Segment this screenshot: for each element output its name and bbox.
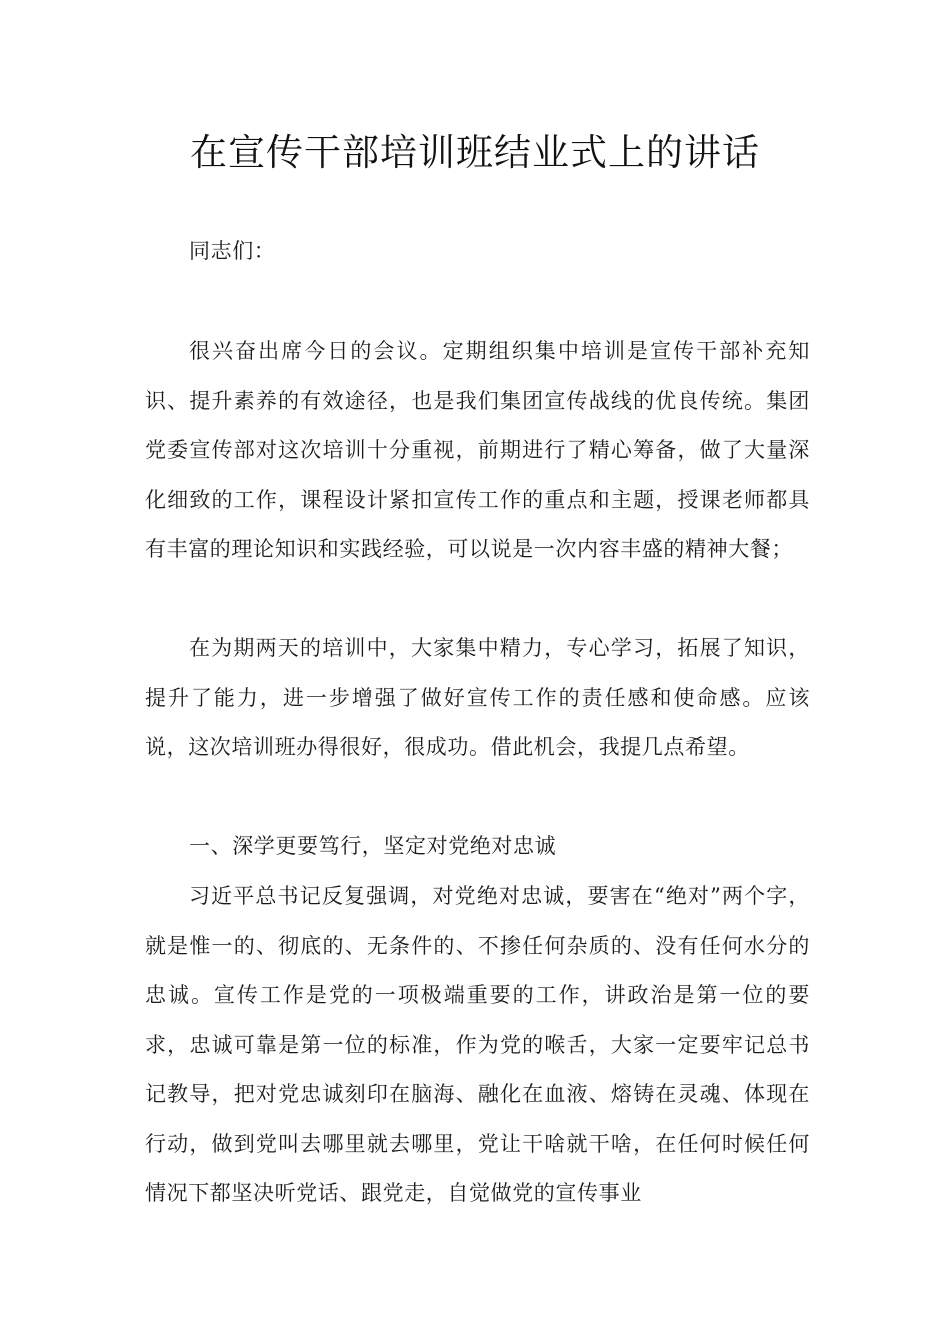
paragraph-1: 很兴奋出席今日的会议。定期组织集中培训是宣传干部补充知识、提升素养的有效途径，也是我们集团宣传战线的优良传统。集团党委宣传部对这次培训十分重视，前期进行了精心筹备，做了大量深化细致的工作，课程设计紧扣宣传工作的重点和主题，授课老师都具有丰富的理论知识和实践经验，可以说是一次内容丰盛的精神大餐； — [145, 339, 810, 561]
section-paragraph: 习近平总书记反复强调，对党绝对忠诚，要害在“绝对”两个字，就是惟一的、彻底的、无条件的、不掺任何杂质的、没有任何水分的忠诚。宣传工作是党的一项极端重要的工作，讲政治是第一位的要求，忠诚可靠是第一位的标准，作为党的喉舌，大家一定要牢记总书记教导，把对党忠诚刻印在脑海、融化在血液、熔铸在灵魂、体现在行动，做到党叫去哪里就去哪里，党让干啥就干啥，在任何时候任何情况下都坚决听党话、跟党走，自觉做党的宣传事业 — [145, 884, 810, 1205]
section-heading: 一、深学更要笃行，坚定对党绝对忠诚 — [189, 834, 557, 858]
salutation: 同志们： — [189, 239, 276, 263]
document-title: 在宣传干部培训班结业式上的讲话 — [190, 131, 760, 174]
paragraph-2: 在为期两天的培训中，大家集中精力，专心学习，拓展了知识，提升了能力，进一步增强了做好宣传工作的责任感和使命感。应该说，这次培训班办得很好，很成功。借此机会，我提几点希望。 — [145, 636, 810, 759]
